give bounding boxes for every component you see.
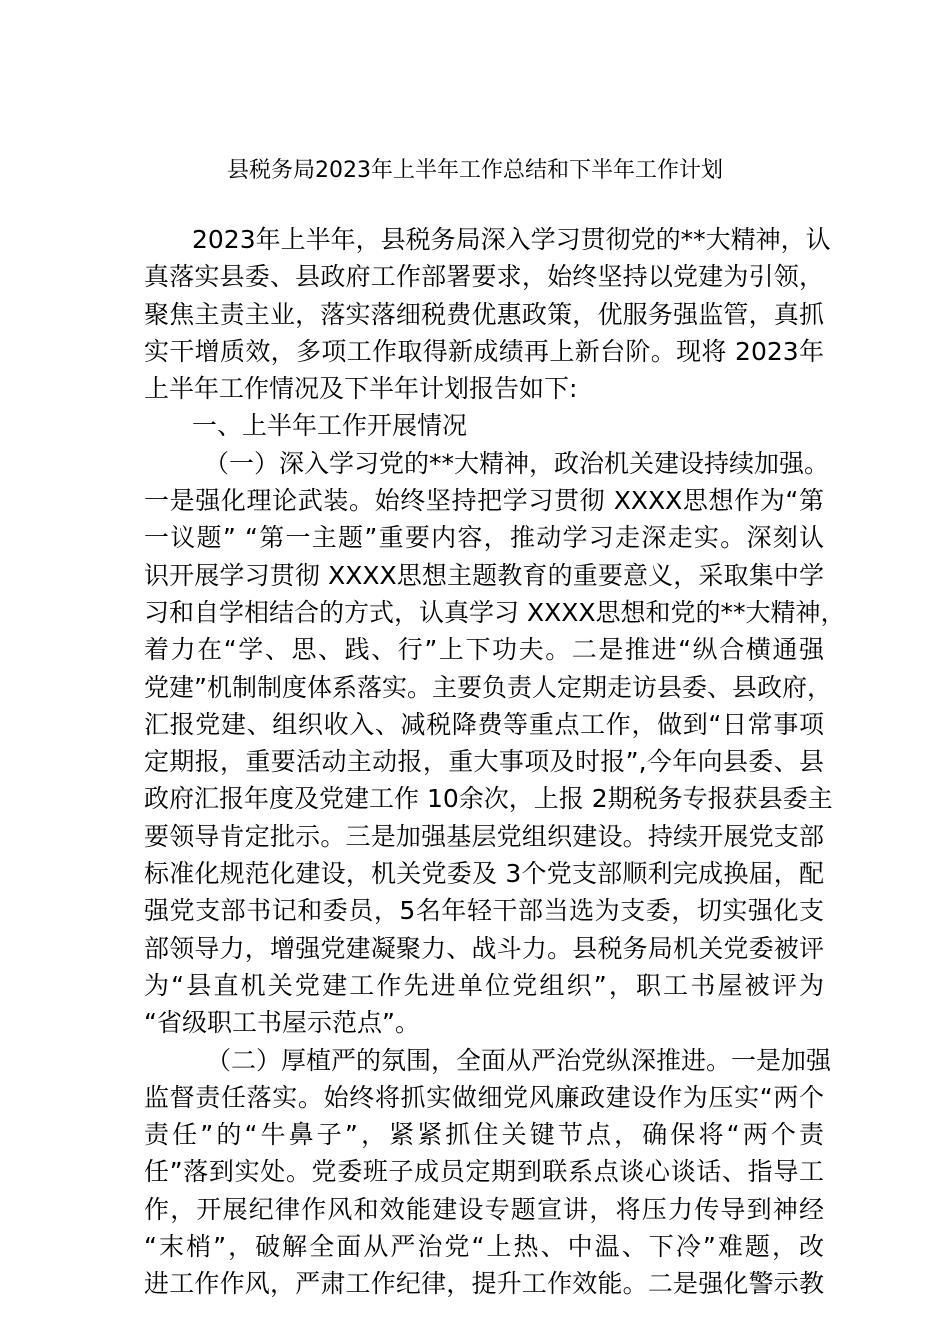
paragraph-line: 实干增质效，多项工作取得新成绩再上新台阶。现将 2023年 [144,336,824,366]
document-body [144,221,846,1303]
subsection-heading: （一）深入学习党的**大精神，政治机关建设持续加强。 [204,448,830,478]
paragraph-line: 作，开展纪律作风和效能建设专题宣讲，将压力传导到神经 [144,1194,824,1224]
document-title: 县税务局2023年上半年工作总结和下半年工作计划 [227,158,723,183]
paragraph-line: 政府汇报年度及党建工作 10余次，上报 2期税务专报获县委主 [144,784,833,814]
paragraph-line: 聚焦主责主业，落实落细税费优惠政策，优服务强监管，真抓 [144,299,824,329]
paragraph-line: 一是强化理论武装。始终坚持把学习贯彻 XXXX思想作为“第 [144,486,824,516]
paragraph-line: 部领导力，增强党建凝聚力、战斗力。县税务局机关党委被评 [144,933,824,963]
paragraph-line: 进工作作风，严肃工作纪律，提升工作效能。二是强化警示教 [144,1269,824,1299]
paragraph-line: 真落实县委、县政府工作部署要求，始终坚持以党建为引领， [144,262,824,292]
paragraph-line: 定期报，重要活动主动报，重大事项及时报”,今年向县委、县 [144,747,824,777]
paragraph-line: 着力在“学、思、践、行”上下功夫。二是推进“纵合横通强 [144,635,824,665]
paragraph-line: 识开展学习贯彻 XXXX思想主题教育的重要意义，采取集中学 [144,560,824,590]
paragraph-line: 上半年工作情况及下半年计划报告如下: [144,374,578,404]
paragraph-line: 习和自学相结合的方式，认真学习 XXXX思想和党的**大精神， [144,597,846,627]
paragraph-line: 强党支部书记和委员，5名年轻干部当选为支委，切实强化支 [144,896,824,926]
paragraph-line: 标准化规范化建设，机关党委及 3个党支部顺利完成换届，配 [144,859,824,889]
paragraph-line: 任”落到实处。党委班子成员定期到联系点谈心谈话、指导工 [144,1157,824,1187]
section-heading: 一、上半年工作开展情况 [192,411,468,441]
paragraph-line: “末梢”，破解全面从严治党“上热、中温、下冷”难题，改 [144,1232,824,1262]
paragraph-line: 要领导肯定批示。三是加强基层党组织建设。持续开展党支部 [144,821,824,851]
paragraph-line: 一议题” “第一主题”重要内容，推动学习走深走实。深刻认 [144,523,824,553]
paragraph-line: 责任”的“牛鼻子”，紧紧抓住关键节点，确保将“两个责 [144,1120,824,1150]
paragraph-line: “省级职工书屋示范点”。 [144,1008,420,1038]
paragraph-line: 监督责任落实。始终将抓实做细党风廉政建设作为压实“两个 [144,1082,824,1112]
subsection-heading: （二）厚植严的氛围，全面从严治党纵深推进。一是加强 [206,1045,832,1075]
paragraph-line: 党建”机制制度体系落实。主要负责人定期走访县委、县政府， [144,672,832,702]
paragraph-line: 汇报党建、组织收入、减税降费等重点工作，做到“日常事项 [144,709,824,739]
paragraph-line: 2023年上半年，县税务局深入学习贯彻党的**大精神，认 [192,225,831,254]
paragraph-line: 为“县直机关党建工作先进单位党组织”，职工书屋被评为 [144,970,824,1000]
